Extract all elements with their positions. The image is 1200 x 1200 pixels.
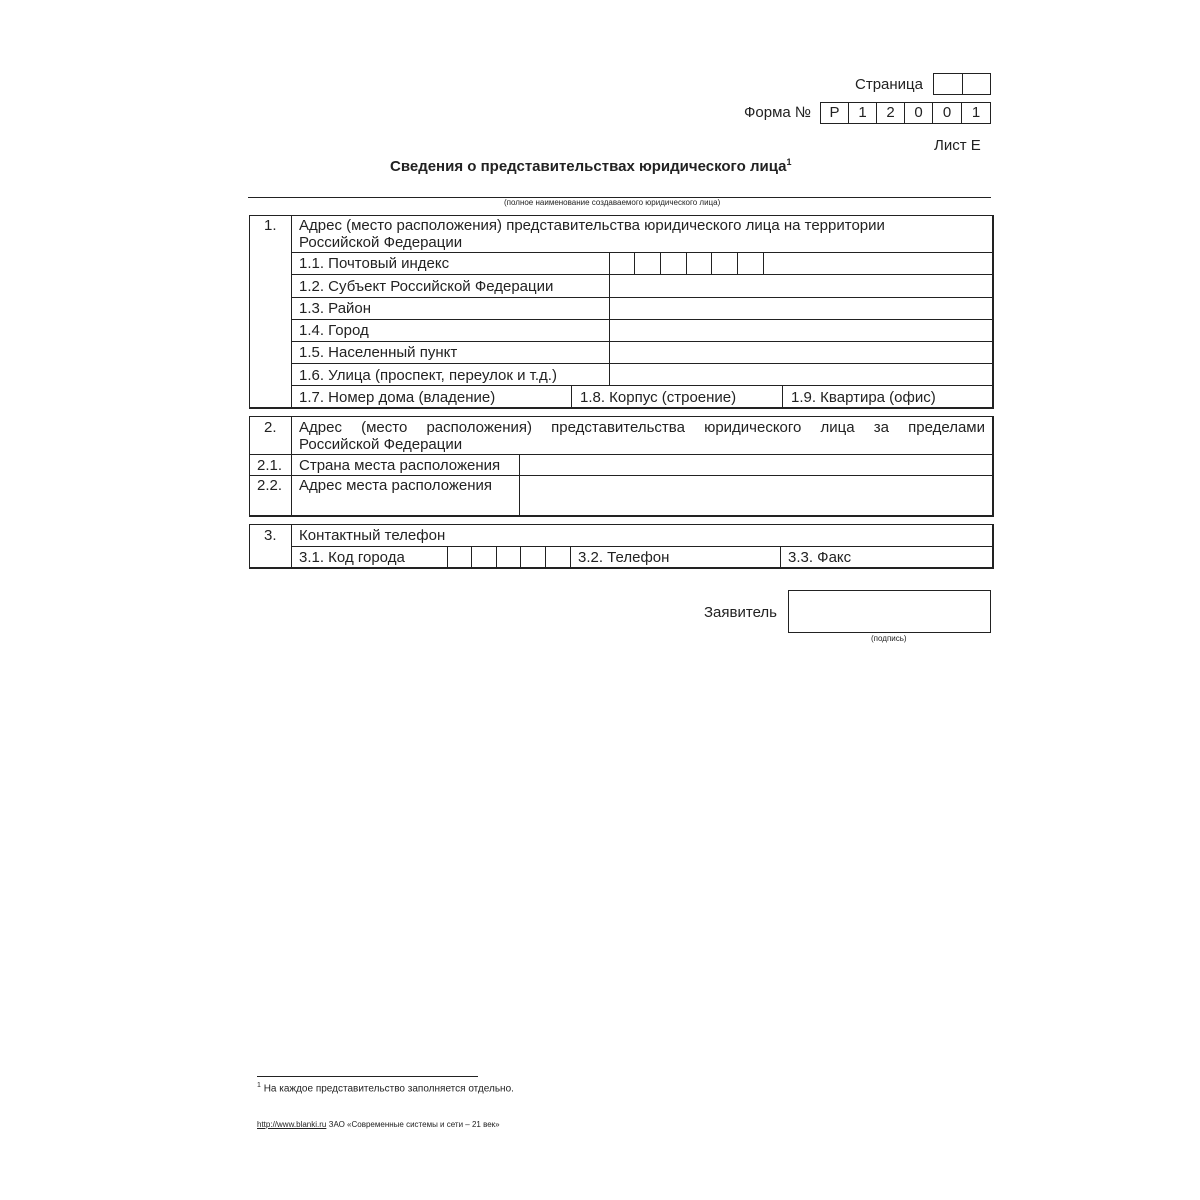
fax-label: 3.3. Факс [788, 549, 852, 566]
signature-caption: (подпись) [871, 634, 907, 643]
page-label: Страница [855, 76, 923, 93]
form-code-digit: 2 [876, 102, 905, 124]
phone-label: 3.2. Телефон [578, 549, 670, 566]
city-code-label: 3.1. Код города [299, 549, 405, 566]
section-1-heading: Адрес (место расположения) представительства юридического лица на территории [299, 217, 885, 234]
building-label: 1.8. Корпус (строение) [580, 389, 737, 406]
region-label: 1.2. Субъект Российской Федерации [299, 278, 554, 295]
postal-code-input[interactable] [610, 253, 763, 274]
region-input[interactable] [610, 275, 992, 296]
footnote-divider [257, 1076, 478, 1077]
apartment-label: 1.9. Квартира (офис) [791, 389, 936, 406]
section-2-heading-cont: Российской Федерации [299, 436, 463, 453]
foreign-address-label: Адрес места расположения [299, 477, 493, 494]
foreign-address-number: 2.2. [257, 477, 283, 494]
section-3-number: 3. [264, 527, 277, 544]
title-footnote-mark: 1 [786, 157, 792, 167]
page-digit-box[interactable] [933, 73, 963, 95]
form-code-digit: 1 [848, 102, 877, 124]
page-footer [257, 1120, 500, 1130]
form-label: Форма № [744, 104, 812, 121]
page-number-boxes[interactable] [933, 73, 991, 95]
house-label: 1.7. Номер дома (владение) [299, 389, 496, 406]
form-title-text: Сведения о представительствах юридического лица [390, 158, 787, 175]
section-1-heading-cont: Российской Федерации [299, 234, 463, 251]
district-input[interactable] [610, 298, 992, 319]
locality-label: 1.5. Населенный пункт [299, 344, 458, 361]
entity-name-caption: (полное наименование создаваемого юридического лица) [504, 198, 721, 207]
footnote-mark: 1 [257, 1082, 261, 1089]
footnote-text: На каждое представительство заполняется отдельно. [263, 1083, 514, 1095]
form-code-digit: 1 [961, 102, 991, 124]
city-input[interactable] [610, 320, 992, 341]
sheet-label: Лист Е [934, 137, 981, 154]
section-3-heading: Контактный телефон [299, 527, 446, 544]
form-code-boxes [820, 102, 991, 124]
page-digit-box[interactable] [962, 73, 991, 95]
section-2-number: 2. [264, 419, 277, 436]
applicant-label: Заявитель [704, 604, 777, 621]
form-code-digit: 0 [904, 102, 933, 124]
form-title [390, 157, 791, 175]
footer-company: ЗАО «Современные системы и сети – 21 век» [328, 1120, 500, 1129]
postal-code-label: 1.1. Почтовый индекс [299, 255, 450, 272]
signature-box[interactable] [788, 590, 991, 633]
street-label: 1.6. Улица (проспект, переулок и т.д.) [299, 367, 557, 384]
footnote [257, 1080, 514, 1095]
form-code-digit: Р [820, 102, 849, 124]
footer-link[interactable]: http://www.blanki.ru [257, 1120, 327, 1129]
section-1-number: 1. [264, 217, 277, 234]
city-code-input[interactable] [448, 547, 570, 567]
city-label: 1.4. Город [299, 322, 369, 339]
foreign-address-input[interactable] [520, 476, 992, 515]
street-input[interactable] [610, 364, 992, 385]
district-label: 1.3. Район [299, 300, 372, 317]
country-number: 2.1. [257, 457, 283, 474]
section-2-heading: Адрес (место расположения) представительства юридического лица за пределами [299, 419, 985, 436]
form-code-digit: 0 [932, 102, 962, 124]
country-input[interactable] [520, 455, 992, 475]
country-label: Страна места расположения [299, 457, 501, 474]
locality-input[interactable] [610, 342, 992, 363]
